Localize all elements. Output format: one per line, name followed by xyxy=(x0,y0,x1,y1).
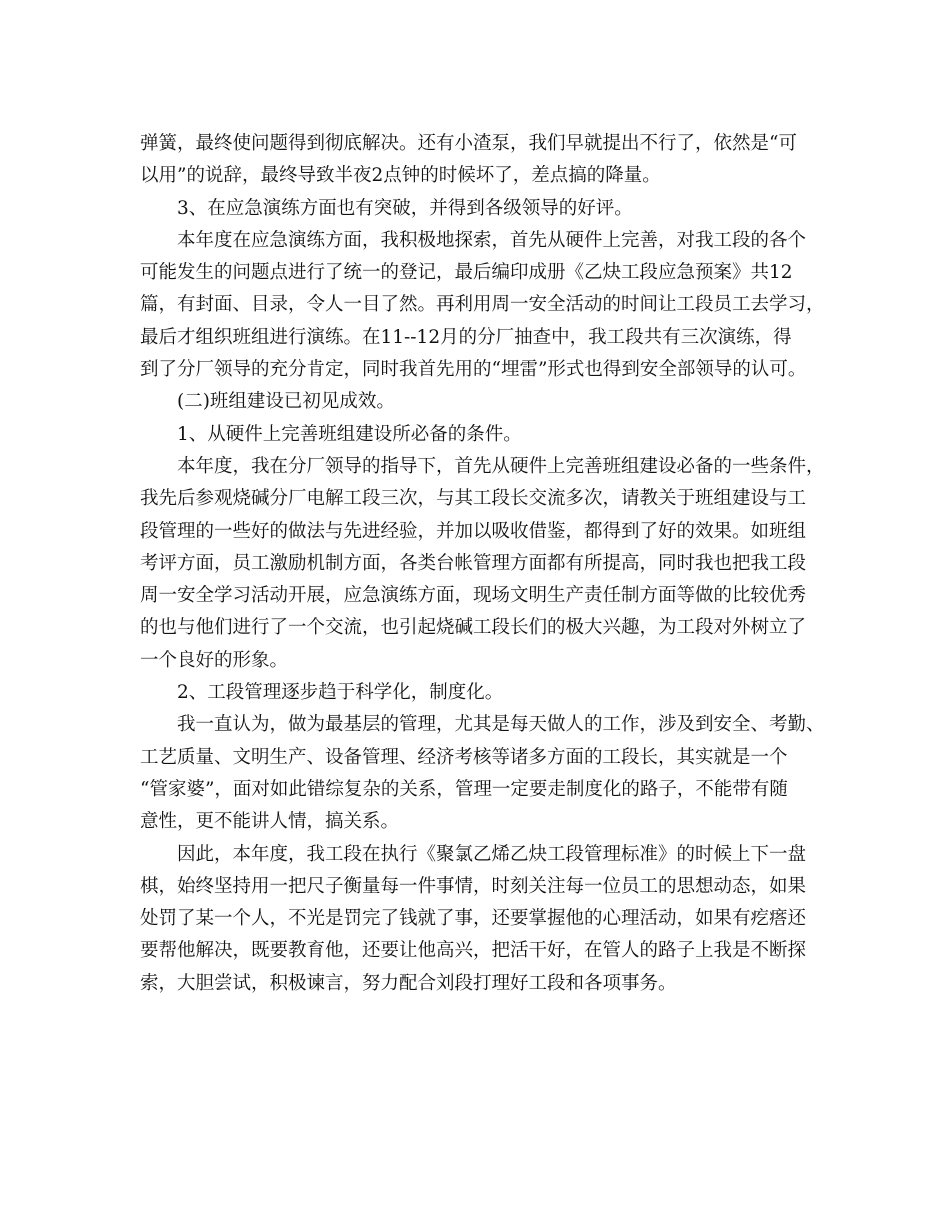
text-line: 索，大胆尝试，积极谏言，努力配合刘段打理好工段和各项事务。 xyxy=(140,972,677,994)
text-line: 周一安全学习活动开展，应急演练方面，现场文明生产责任制方面等做的比较优秀 xyxy=(140,585,807,607)
text-line: 意性，更不能讲人情，搞关系。 xyxy=(140,811,400,833)
text-line: 我一直认为，做为最基层的管理，尤其是每天做人的工作，涉及到安全、考勤、 xyxy=(177,714,825,736)
text-line: 最后才组织班组进行演练。在11--12月的分厂抽查中，我工段共有三次演练，得 xyxy=(140,326,792,348)
text-line: 要帮他解决，既要教育他，还要让他高兴，把活干好，在管人的路子上我是不断探 xyxy=(140,940,807,962)
text-line: 处罚了某一个人，不光是罚完了钱就了事，还要掌握他的心理活动，如果有疙瘩还 xyxy=(140,908,807,930)
text-line: 一个良好的形象。 xyxy=(140,649,289,671)
text-line: 可能发生的问题点进行了统一的登记，最后编印成册《乙炔工段应急预案》共12 xyxy=(140,262,793,284)
text-line: 的也与他们进行了一个交流，也引起烧碱工段长们的极大兴趣，为工段对外树立了 xyxy=(140,617,807,639)
text-line: 到了分厂领导的充分肯定，同时我首先用的“埋雷”形式也得到安全部领导的认可。 xyxy=(140,359,807,381)
text-line: 因此，本年度，我工段在执行《聚氯乙烯乙炔工段管理标准》的时候上下一盘 xyxy=(177,843,807,865)
text-line: 以用”的说辞，最终导致半夜2点钟的时候坏了，差点搞的降量。 xyxy=(140,165,661,187)
text-line: 本年度在应急演练方面，我积极地探索，首先从硬件上完善，对我工段的各个 xyxy=(177,229,807,251)
text-line: 我先后参观烧碱分厂电解工段三次，与其工段长交流多次，请教关于班组建设与工 xyxy=(140,488,807,510)
text-line: 段管理的一些好的做法与先进经验，并加以吸收借鉴，都得到了好的效果。如班组 xyxy=(140,520,807,542)
text-line: 2、工段管理逐步趋于科学化，制度化。 xyxy=(177,682,504,704)
text-line: (二)班组建设已初见成效。 xyxy=(177,391,395,413)
text-line: 工艺质量、文明生产、设备管理、经济考核等诸多方面的工段长，其实就是一个 xyxy=(140,746,788,768)
text-line: 本年度，我在分厂领导的指导下，首先从硬件上完善班组建设必备的一些条件， xyxy=(177,455,825,477)
text-line: 考评方面，员工激励机制方面，各类台帐管理方面都有所提高，同时我也把我工段 xyxy=(140,552,807,574)
text-line: 篇，有封面、目录，令人一目了然。再利用周一安全活动的时间让工段员工去学习， xyxy=(140,294,825,316)
text-line: 弹簧，最终使问题得到彻底解决。还有小渣泵，我们早就提出不行了，依然是“可 xyxy=(140,133,797,154)
document-body xyxy=(140,128,830,1000)
text-line: 棋，始终坚持用一把尺子衡量每一件事情，时刻关注每一位员工的思想动态，如果 xyxy=(140,875,807,897)
text-line: 1、从硬件上完善班组建设所必备的条件。 xyxy=(177,423,522,445)
text-line: “管家婆”，面对如此错综复杂的关系，管理一定要走制度化的路子，不能带有随 xyxy=(140,778,788,800)
text-line: 3、在应急演练方面也有突破，并得到各级领导的好评。 xyxy=(177,197,633,219)
